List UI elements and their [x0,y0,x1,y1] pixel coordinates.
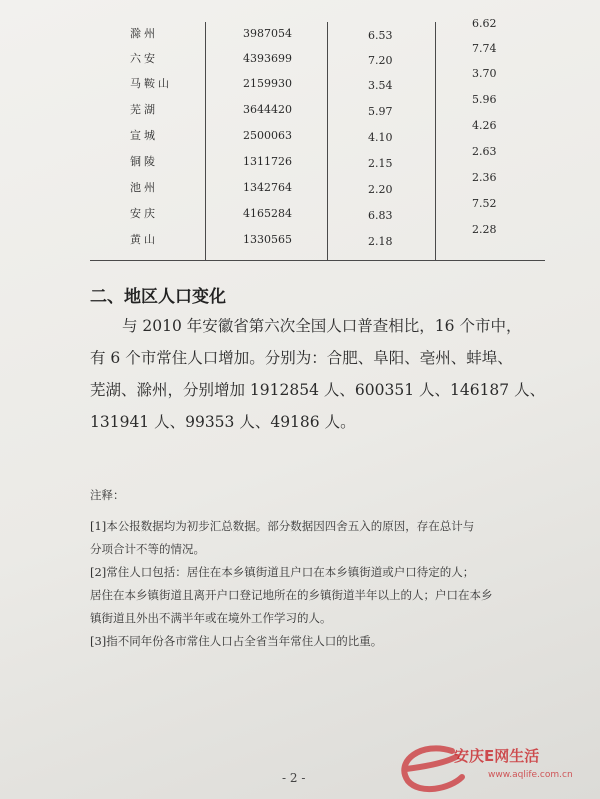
population-value: 2500063 [243,129,292,142]
share-2020-value: 3.54 [368,79,393,92]
share-2020-value: 2.18 [368,235,393,248]
population-value: 3644420 [243,103,292,116]
share-2020-value: 5.97 [368,105,393,118]
share-2010-value: 4.26 [472,119,497,132]
city-name: 黄山 [130,233,158,246]
watermark-url: www.aqlife.com.cn [488,770,573,780]
share-2010-value: 2.63 [472,145,497,158]
share-2020-value: 2.20 [368,183,393,196]
population-value: 4393699 [243,52,292,65]
watermark [392,737,592,795]
city-name: 六安 [130,52,158,65]
share-2010-value: 5.96 [472,93,497,106]
population-value: 4165284 [243,207,292,220]
paragraph-line: 芜湖、滁州，分别增加 1912854 人、600351 人、146187 人、 [90,381,546,399]
city-name: 宣城 [130,129,158,142]
note-line: 居住在本乡镇街道且离开户口登记地所在的乡镇街道半年以上的人；户口在本乡 [90,588,493,602]
share-2010-value: 3.70 [472,67,497,80]
city-name: 安庆 [130,207,158,220]
notes-block [90,484,540,653]
share-2010-value: 6.62 [472,17,497,30]
population-value: 1330565 [243,233,292,246]
city-name: 马鞍山 [130,77,172,90]
share-2020-value: 4.10 [368,131,393,144]
data-table [90,17,545,262]
share-2010-value: 2.36 [472,171,497,184]
paragraph-line: 有 6 个市常住人口增加。分别为：合肥、阜阳、亳州、蚌埠、 [90,349,513,367]
section-heading: 二、地区人口变化 [90,287,226,307]
note-line: [1]本公报数据均为初步汇总数据。部分数据因四舍五入的原因，存在总计与 [90,519,475,533]
city-name: 滁州 [130,27,158,40]
notes-title: 注释： [90,488,125,502]
note-line: 镇街道且外出不满半年或在境外工作学习的人。 [90,611,332,625]
share-2020-value: 2.15 [368,157,393,170]
population-value: 2159930 [243,77,292,90]
section-paragraph [90,310,546,438]
paragraph-line: 与 2010 年安徽省第六次全国人口普查相比，16 个市中， [122,317,522,335]
share-2020-value: 6.53 [368,29,393,42]
note-line: [3]指不同年份各市常住人口占全省当年常住人口的比重。 [90,634,383,648]
note-line: 分项合计不等的情况。 [90,542,205,556]
share-2010-value: 7.74 [472,42,497,55]
paragraph-line: 131941 人、99353 人、49186 人。 [90,413,356,431]
city-name: 池州 [130,181,158,194]
population-value: 3987054 [243,27,292,40]
share-2010-value: 7.52 [472,197,497,210]
population-value: 1311726 [243,155,292,168]
share-2020-value: 6.83 [368,209,393,222]
population-value: 1342764 [243,181,292,194]
note-line: [2]常住人口包括：居住在本乡镇街道且户口在本乡镇街道或户口待定的人； [90,565,475,579]
watermark-text: 安庆E网生活 [454,747,540,765]
page-number: - 2 - [282,771,306,785]
city-name: 芜湖 [130,103,158,116]
share-2010-value: 2.28 [472,223,497,236]
share-2020-value: 7.20 [368,54,393,67]
table-bottom-rule [90,260,545,261]
city-name: 铜陵 [130,155,158,168]
table-row [90,223,545,252]
